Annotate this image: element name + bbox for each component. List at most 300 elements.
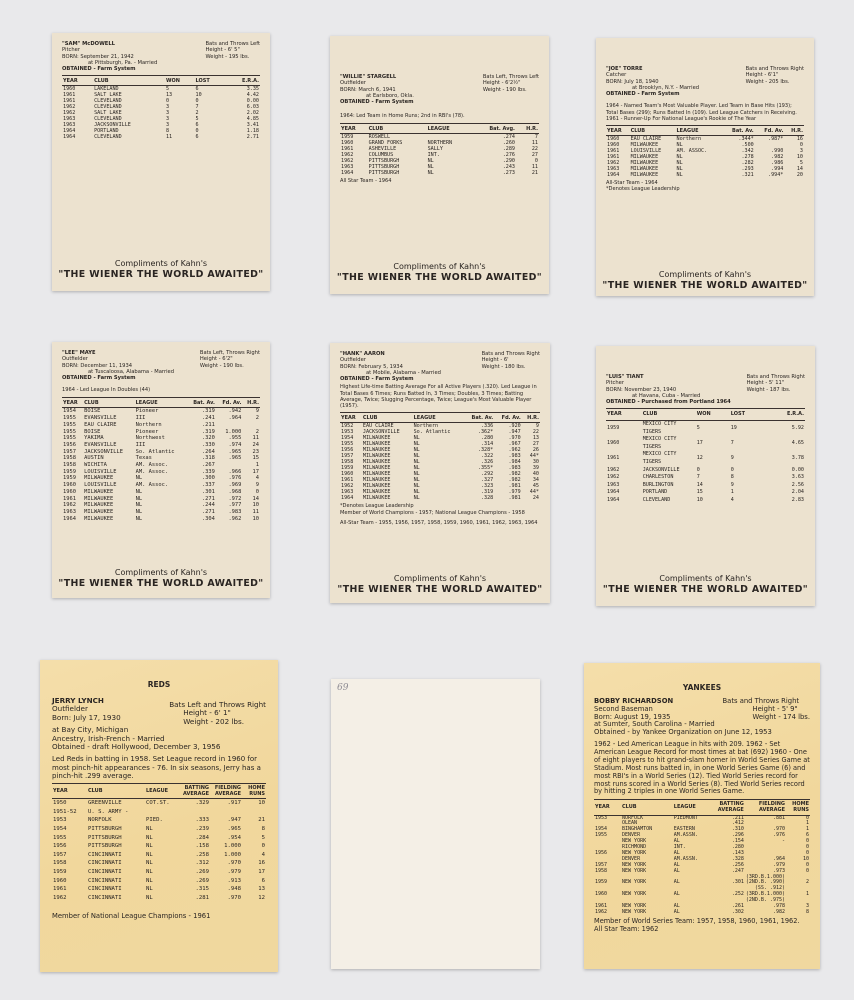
table-cell: 1960 bbox=[607, 142, 620, 149]
table-cell: .981 bbox=[508, 495, 521, 502]
table-cell: 1 bbox=[255, 462, 259, 469]
table-cell: 8 bbox=[261, 826, 265, 833]
col-header: CLUB bbox=[87, 785, 145, 799]
table-cell: CINCINNATI bbox=[87, 877, 122, 884]
card-tiant bbox=[596, 346, 815, 606]
table-row bbox=[606, 482, 805, 490]
table-cell: .979 bbox=[508, 489, 521, 496]
table-cell: .256 bbox=[731, 861, 744, 868]
col-header: BATTING AVERAGE bbox=[715, 801, 745, 815]
card-footer bbox=[596, 574, 815, 595]
table-cell: 3 bbox=[799, 148, 803, 155]
table-cell: .243 bbox=[502, 163, 515, 170]
table-cell: 7 bbox=[534, 133, 538, 140]
table-cell: 4.65 bbox=[791, 440, 804, 447]
table-cell: 24 bbox=[532, 495, 539, 502]
table-cell: .292 bbox=[480, 471, 494, 478]
player-bats: Bats and Throws Right bbox=[746, 374, 805, 380]
table-cell: (3RD.B.1.000) bbox=[745, 873, 785, 880]
table-cell: 1959 bbox=[341, 133, 354, 140]
table-cell: .328* bbox=[477, 447, 494, 454]
table-cell: NL bbox=[413, 489, 420, 496]
table-cell: PITTSBURGH bbox=[87, 834, 122, 841]
table-row bbox=[62, 449, 260, 456]
table-cell: 5.92 bbox=[791, 424, 804, 431]
table-cell: 1953 bbox=[53, 817, 67, 824]
player-name: "HANK" AARON bbox=[340, 351, 385, 357]
table-cell: NL bbox=[135, 488, 143, 495]
slogan-text: "THE WIENER THE WORLD AWAITED" bbox=[58, 578, 264, 589]
col-header: YEAR bbox=[606, 410, 642, 420]
table-cell: 17 bbox=[696, 440, 703, 447]
table-cell: NEW YORK bbox=[622, 909, 647, 916]
table-cell: .154 bbox=[731, 838, 744, 845]
table-cell: 5 bbox=[261, 834, 265, 841]
table-row bbox=[606, 467, 805, 475]
table-cell: .987* bbox=[768, 136, 784, 143]
col-header: YEAR bbox=[340, 125, 368, 134]
table-cell: MILWAUKEE bbox=[630, 166, 659, 173]
table-cell: 1961 bbox=[63, 92, 76, 99]
table-cell: JACKSONVILLE bbox=[94, 122, 131, 129]
table-cell: CLEVELAND bbox=[94, 98, 122, 105]
table-cell: 1955 bbox=[595, 832, 608, 839]
player-height: Height - 6' bbox=[481, 357, 509, 364]
col-header: FIELDING AVERAGE bbox=[745, 801, 786, 815]
table-cell: .320 bbox=[201, 435, 215, 442]
table-cell bbox=[216, 462, 243, 469]
table-cell: NL bbox=[146, 868, 153, 875]
col-header: H.R. bbox=[242, 399, 260, 408]
table-cell: 1955 bbox=[63, 435, 76, 442]
table-cell: 44* bbox=[529, 453, 539, 460]
player-obtained: OBTAINED - Farm System bbox=[62, 66, 136, 73]
table-cell: Northwest bbox=[135, 435, 165, 442]
table-cell: BOISE bbox=[84, 408, 101, 415]
table-cell: .500 bbox=[741, 142, 754, 149]
col-header: YEAR bbox=[606, 127, 630, 136]
table-cell: 3 bbox=[165, 122, 170, 129]
table-cell: 1960 bbox=[607, 440, 620, 447]
table-cell: .412 bbox=[731, 820, 744, 827]
table-cell: MILWAUKEE bbox=[362, 453, 391, 460]
player-weight: Weight - 195 lbs. bbox=[205, 53, 250, 60]
table-cell: .362* bbox=[477, 429, 494, 436]
table-cell: CLEVELAND bbox=[642, 497, 671, 504]
table-cell: 39 bbox=[532, 465, 539, 472]
table-row bbox=[62, 475, 260, 482]
table-cell: (2ND.B. .975) bbox=[745, 897, 785, 904]
table-row bbox=[52, 825, 266, 834]
player-obtained: OBTAINED - Farm System bbox=[340, 99, 414, 106]
table-cell: MILWAUKEE bbox=[84, 502, 114, 509]
table-cell: 6 bbox=[261, 877, 265, 884]
table-cell: NL bbox=[413, 441, 420, 448]
player-bats: Bats and Throws Right bbox=[745, 66, 804, 72]
table-cell: 2 bbox=[255, 415, 259, 422]
table-cell: 1 bbox=[805, 820, 809, 827]
table-row bbox=[340, 140, 539, 146]
player-height: Height - 6' 1" bbox=[183, 708, 231, 718]
table-cell: NL bbox=[413, 465, 420, 472]
table-cell: .293 bbox=[741, 166, 754, 173]
table-cell: 1.000 bbox=[224, 851, 241, 858]
table-cell: 17 bbox=[252, 468, 259, 475]
table-cell: .328 bbox=[731, 855, 744, 862]
card-aaron bbox=[330, 343, 550, 603]
table-cell: NL bbox=[135, 508, 143, 515]
table-cell: .264 bbox=[201, 448, 215, 455]
table-cell: 14 bbox=[252, 495, 259, 502]
table-cell: 16 bbox=[796, 136, 803, 143]
card-header bbox=[52, 697, 266, 726]
table-cell: 0 bbox=[534, 157, 538, 164]
table-cell: PITTSBURGH bbox=[368, 169, 400, 176]
table-cell: .323 bbox=[480, 483, 494, 490]
table-cell: 5 bbox=[799, 160, 803, 167]
table-cell: 1963 bbox=[607, 481, 620, 488]
table-cell: SALLY bbox=[427, 145, 443, 152]
table-cell: 1964 bbox=[607, 497, 620, 504]
footnote-2: Member of World Champions - 1957; National League Champions - 1958 bbox=[340, 509, 525, 516]
player-birthplace: at Tuscaloosa, Alabama - Married bbox=[88, 368, 175, 375]
team-name: REDS bbox=[147, 680, 171, 689]
table-cell: 6.03 bbox=[246, 104, 259, 111]
table-cell: COT.ST. bbox=[146, 800, 170, 807]
player-obtained: Obtained - by Yankee Organization on June 12, 1953 bbox=[594, 728, 772, 737]
table-cell: NL bbox=[413, 459, 420, 466]
table-row bbox=[62, 496, 260, 503]
table-row bbox=[340, 146, 539, 152]
table-cell: .312 bbox=[195, 860, 209, 867]
table-cell: 10 bbox=[258, 800, 265, 807]
table-cell: 15 bbox=[696, 489, 703, 496]
table-row bbox=[52, 842, 266, 851]
table-cell: 1958 bbox=[63, 462, 76, 469]
table-cell: 6 bbox=[195, 86, 199, 93]
player-birthplace: at Sumter, South Carolina - Married bbox=[594, 720, 715, 729]
col-header: CLUB bbox=[93, 77, 165, 86]
table-cell: NL bbox=[146, 886, 153, 893]
card-header bbox=[606, 66, 804, 97]
compliments-text: Compliments of Kahn's bbox=[393, 262, 486, 271]
table-cell: .981 bbox=[508, 483, 521, 490]
table-cell bbox=[145, 808, 180, 817]
player-bats: Bats and Throws Right bbox=[481, 351, 540, 357]
table-cell: .269 bbox=[195, 877, 209, 884]
table-cell: JACKSONVILLE bbox=[642, 466, 680, 473]
table-cell: 4 bbox=[261, 851, 265, 858]
table-cell: .321 bbox=[741, 172, 754, 179]
table-row bbox=[606, 436, 805, 451]
col-header: H.R. bbox=[784, 127, 804, 136]
table-cell: MILWAUKEE bbox=[630, 160, 659, 167]
col-header: LEAGUE bbox=[413, 414, 464, 423]
col-header: Bat. Av. bbox=[721, 127, 754, 136]
table-row bbox=[52, 851, 266, 860]
table-cell: So. Atlantic bbox=[413, 429, 451, 436]
table-cell: NL bbox=[135, 502, 143, 509]
table-cell: .280 bbox=[480, 435, 494, 442]
table-cell: .947 bbox=[227, 817, 241, 824]
table-cell bbox=[242, 422, 260, 429]
stats-table bbox=[62, 399, 260, 523]
table-cell: SALT LAKE bbox=[94, 110, 122, 117]
table-cell: .970 bbox=[772, 826, 785, 833]
table-cell: 1962 bbox=[341, 151, 354, 158]
table-cell: .942 bbox=[228, 408, 242, 415]
table-cell: MILWAUKEE bbox=[362, 489, 391, 496]
player-ancestry: Ancestry, Irish-French - Married bbox=[52, 733, 165, 743]
table-row bbox=[340, 495, 540, 501]
table-cell: .967 bbox=[508, 441, 521, 448]
table-cell: NL bbox=[135, 475, 143, 482]
table-cell: 1956 bbox=[341, 447, 354, 454]
table-cell: 1955 bbox=[53, 834, 67, 841]
table-cell: 1962 bbox=[63, 110, 76, 117]
table-cell: 1960 bbox=[63, 488, 76, 495]
table-cell: 1961 bbox=[341, 145, 354, 152]
player-born: BORN: December 11, 1934 bbox=[62, 362, 133, 369]
table-cell: .983 bbox=[508, 465, 521, 472]
table-cell: 1961 bbox=[63, 495, 76, 502]
table-row bbox=[62, 455, 260, 462]
col-header: LOST bbox=[730, 410, 765, 420]
table-cell: 1954 bbox=[595, 826, 608, 833]
table-cell: 1962 bbox=[607, 466, 620, 473]
table-cell: 1961 bbox=[607, 455, 620, 462]
table-cell: .333 bbox=[195, 817, 209, 824]
col-header: Fd. Av. bbox=[216, 399, 243, 408]
col-header: E.R.A. bbox=[225, 77, 260, 86]
table-cell: 1957 bbox=[341, 453, 354, 460]
table-cell: 1956 bbox=[595, 849, 608, 856]
table-cell: 27 bbox=[532, 441, 539, 448]
table-cell: .260 bbox=[502, 139, 515, 146]
table-cell: MEXICO CITY TIGERS bbox=[642, 451, 677, 466]
table-row bbox=[606, 172, 804, 178]
table-cell: 21 bbox=[258, 817, 265, 824]
table-cell: 27 bbox=[531, 151, 538, 158]
table-cell: 2 bbox=[195, 110, 199, 117]
table-row bbox=[340, 170, 539, 176]
table-row bbox=[52, 868, 266, 877]
table-cell: 3.63 bbox=[791, 474, 804, 481]
table-cell: .979 bbox=[772, 861, 785, 868]
table-cell: MILWAUKEE bbox=[84, 475, 114, 482]
table-cell: .278 bbox=[741, 154, 754, 161]
table-cell: .968 bbox=[228, 488, 242, 495]
table-row bbox=[340, 152, 539, 158]
table-cell: 7 bbox=[195, 104, 199, 111]
table-cell: NL bbox=[146, 851, 153, 858]
col-header: CLUB bbox=[362, 414, 413, 423]
table-cell: .344* bbox=[738, 136, 754, 143]
table-cell: 3 bbox=[165, 110, 170, 117]
table-cell: 9 bbox=[255, 408, 259, 415]
table-cell: NL bbox=[413, 471, 420, 478]
table-cell: 7 bbox=[696, 474, 700, 481]
table-cell: .328 bbox=[480, 495, 494, 502]
table-cell: 1957 bbox=[63, 448, 76, 455]
col-header: E.R.A. bbox=[764, 410, 805, 420]
table-cell: .310 bbox=[731, 826, 744, 833]
card-stargell bbox=[330, 36, 549, 294]
table-cell: CINCINNATI bbox=[87, 868, 122, 875]
table-cell: 0 bbox=[805, 844, 809, 851]
table-cell: .322 bbox=[480, 453, 494, 460]
table-cell: .342 bbox=[741, 148, 754, 155]
table-cell: 5 bbox=[696, 424, 700, 431]
table-cell: .974 bbox=[228, 441, 242, 448]
table-cell: .913 bbox=[227, 877, 241, 884]
table-cell: 30 bbox=[532, 459, 539, 466]
table-cell: 21 bbox=[531, 169, 538, 176]
table-cell: CINCINNATI bbox=[87, 851, 122, 858]
table-cell: 10 bbox=[195, 92, 202, 99]
table-cell: .339 bbox=[201, 468, 215, 475]
table-cell: 1953 bbox=[595, 814, 608, 821]
table-cell: 8 bbox=[805, 909, 809, 916]
player-weight: Weight - 202 lbs. bbox=[183, 716, 245, 726]
table-cell: CLEVELAND bbox=[94, 134, 122, 141]
player-birthplace: at Mobile, Alabama - Married bbox=[366, 369, 441, 376]
table-cell: 1964 bbox=[63, 128, 76, 135]
table-cell: .315 bbox=[195, 886, 209, 893]
table-row bbox=[606, 474, 805, 482]
table-cell: .318 bbox=[201, 455, 215, 462]
col-header: YEAR bbox=[594, 801, 621, 815]
table-cell: 1954 bbox=[53, 826, 67, 833]
player-position: Outfielder bbox=[62, 356, 88, 363]
table-cell: 11 bbox=[252, 508, 259, 515]
table-cell: .143 bbox=[731, 849, 744, 856]
table-cell: 1962 bbox=[63, 104, 76, 111]
table-cell: 10 bbox=[252, 515, 259, 522]
table-cell: AL bbox=[673, 879, 680, 886]
table-cell: MILWAUKEE bbox=[362, 465, 391, 472]
table-cell: JACKSONVILLE bbox=[84, 448, 124, 455]
table-cell bbox=[210, 808, 242, 817]
table-cell: MILWAUKEE bbox=[362, 483, 391, 490]
table-cell: MILWAUKEE bbox=[362, 435, 391, 442]
table-cell: 1952 bbox=[341, 423, 354, 430]
table-cell: 10 bbox=[802, 855, 809, 862]
table-cell: AM. ASSOC. bbox=[676, 148, 708, 155]
player-name: "WILLIE" STARGELL bbox=[340, 74, 397, 80]
player-name: "JOE" TORRE bbox=[606, 66, 643, 72]
table-cell: .337 bbox=[201, 482, 215, 489]
table-cell: .276 bbox=[502, 151, 515, 158]
table-cell: 1962 bbox=[53, 894, 67, 901]
stats-table bbox=[594, 801, 810, 916]
player-obtained: OBTAINED - Purchased from Portland 1964 bbox=[606, 399, 731, 406]
table-row bbox=[606, 497, 805, 505]
table-cell: .972 bbox=[228, 495, 242, 502]
table-cell: 1959 bbox=[607, 424, 620, 431]
table-cell: III bbox=[135, 441, 146, 448]
table-cell: III bbox=[135, 415, 146, 422]
table-cell bbox=[242, 808, 266, 817]
table-cell: .304 bbox=[201, 515, 215, 522]
table-row bbox=[62, 516, 260, 523]
table-cell: 34 bbox=[532, 477, 539, 484]
table-cell: .970 bbox=[508, 435, 521, 442]
table-cell: 0 bbox=[255, 488, 259, 495]
table-cell: WICHITA bbox=[84, 462, 107, 469]
table-cell: 14 bbox=[696, 481, 703, 488]
table-cell: OLEAN bbox=[622, 820, 638, 827]
table-cell: 0 bbox=[805, 838, 809, 845]
table-cell: .274 bbox=[502, 133, 515, 140]
table-row bbox=[62, 134, 260, 140]
table-cell: NL bbox=[146, 877, 153, 884]
table-cell: (2ND.B. .990) bbox=[745, 879, 785, 886]
table-cell: .969 bbox=[228, 482, 242, 489]
table-row bbox=[594, 910, 810, 916]
table-cell: NL bbox=[427, 169, 434, 176]
table-cell: 1963 bbox=[607, 166, 620, 173]
table-cell: 1962 bbox=[595, 909, 608, 916]
table-cell: .329 bbox=[195, 800, 209, 807]
table-cell: .239 bbox=[195, 826, 209, 833]
table-cell: .302 bbox=[731, 909, 744, 916]
table-cell: .211 bbox=[731, 814, 744, 821]
footnote: *Denotes League Leadership bbox=[340, 503, 414, 510]
footnote-3: All-Star Team - 1955, 1956, 1957, 1958, 1959, 1960, 1961, 1962, 1963, 1964 bbox=[340, 519, 538, 526]
compliments-text: Compliments of Kahn's bbox=[114, 259, 208, 268]
table-cell: NL bbox=[427, 157, 434, 164]
table-cell: 1964 bbox=[607, 172, 620, 179]
table-cell: 1959 bbox=[341, 465, 354, 472]
table-cell: .976 bbox=[772, 832, 785, 839]
table-cell: .158 bbox=[195, 843, 209, 850]
table-cell: 1955 bbox=[63, 428, 76, 435]
table-cell: .954 bbox=[227, 834, 241, 841]
table-cell: CINCINNATI bbox=[87, 886, 122, 893]
table-cell: SALT LAKE bbox=[94, 92, 122, 99]
col-header: FIELDING AVERAGE bbox=[210, 785, 242, 799]
table-cell: PORTLAND bbox=[94, 128, 119, 135]
player-height: Height - 5' 9" bbox=[752, 704, 798, 713]
table-cell: .261 bbox=[731, 903, 744, 910]
table-cell: .271 bbox=[201, 508, 215, 515]
table-cell: .289 bbox=[502, 145, 515, 152]
table-cell: 11 bbox=[165, 134, 173, 141]
card-header bbox=[340, 351, 540, 382]
table-cell: MILWAUKEE bbox=[630, 154, 659, 161]
table-cell: .301 bbox=[731, 879, 744, 886]
table-cell: MILWAUKEE bbox=[84, 515, 114, 522]
table-cell: CHARLESTON bbox=[642, 474, 674, 481]
player-birthplace: at Bay City, Michigan bbox=[52, 725, 129, 735]
table-cell: .314 bbox=[480, 441, 494, 448]
table-cell: 24 bbox=[252, 441, 259, 448]
card-blank bbox=[331, 679, 540, 969]
table-cell: MILWAUKEE bbox=[630, 172, 659, 179]
table-cell: .273 bbox=[502, 169, 515, 176]
table-cell: Pioneer bbox=[135, 428, 159, 435]
player-born: Born: August 19, 1935 bbox=[594, 712, 671, 721]
table-cell: NL bbox=[676, 166, 683, 173]
player-name: "LEE" MAYE bbox=[62, 350, 96, 356]
table-cell: .965 bbox=[227, 826, 241, 833]
table-cell: 9 bbox=[730, 455, 734, 462]
table-cell: 2.83 bbox=[791, 497, 804, 504]
table-cell: NL bbox=[676, 142, 683, 149]
table-cell: .965 bbox=[228, 448, 242, 455]
team-name: YANKEES bbox=[682, 683, 722, 692]
